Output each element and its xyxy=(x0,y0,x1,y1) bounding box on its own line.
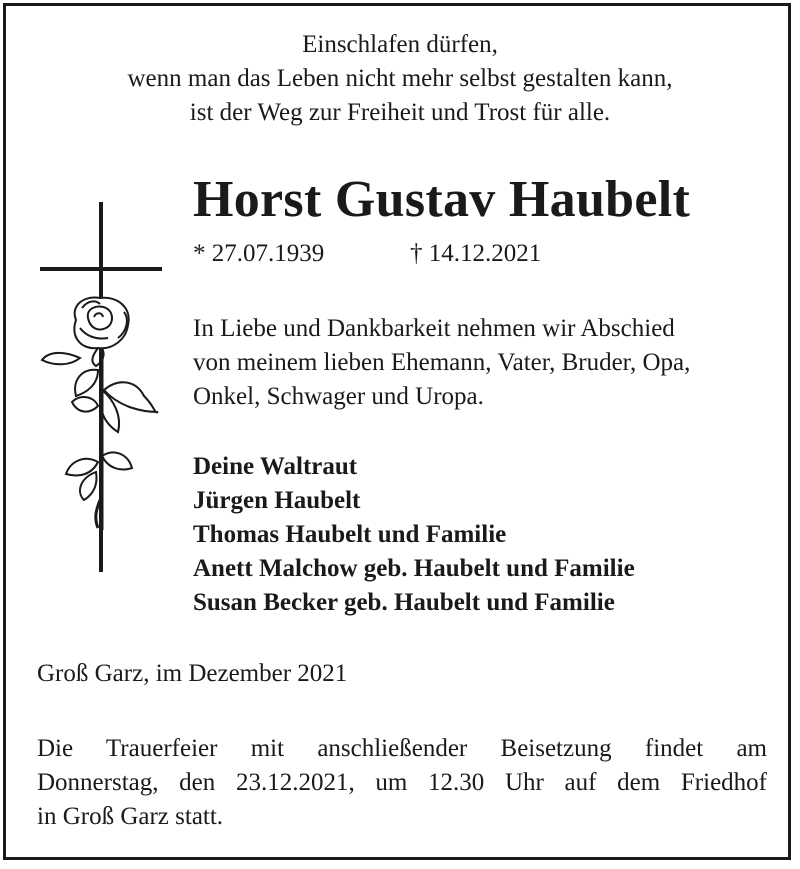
family-member: Deine Waltraut xyxy=(193,453,358,480)
poem xyxy=(0,28,800,130)
birth-date: * 27.07.1939 xyxy=(193,240,325,267)
family-member: Thomas Haubelt und Familie xyxy=(193,521,507,548)
family-member: Jürgen Haubelt xyxy=(193,487,361,514)
poem-line: ist der Weg zur Freiheit und Trost für alle. xyxy=(189,99,611,126)
ceremony-line: Die Trauerfeier mit anschließender Beisetzung findet am xyxy=(37,735,767,762)
ceremony-notice xyxy=(37,732,767,834)
poem-line: wenn man das Leben nicht mehr selbst gestalten kann, xyxy=(127,65,673,92)
poem-line: Einschlafen dürfen, xyxy=(302,31,498,58)
family-list xyxy=(193,450,635,620)
farewell-text xyxy=(193,312,793,414)
farewell-line: von meinem lieben Ehemann, Vater, Bruder, Opa, xyxy=(193,349,691,376)
deceased-name: Horst Gustav Haubelt xyxy=(193,171,691,228)
ceremony-line: Donnerstag, den 23.12.2021, um 12.30 Uhr auf dem Friedhof xyxy=(37,769,767,796)
death-date: † 14.12.2021 xyxy=(410,240,542,267)
life-dates xyxy=(193,240,542,268)
cross-with-rose-icon xyxy=(40,200,165,575)
farewell-line: Onkel, Schwager und Uropa. xyxy=(193,383,484,410)
farewell-line: In Liebe und Dankbarkeit nehmen wir Abschied xyxy=(193,315,675,342)
family-member: Anett Malchow geb. Haubelt und Familie xyxy=(193,555,635,582)
ceremony-line: in Groß Garz statt. xyxy=(37,803,224,830)
family-member: Susan Becker geb. Haubelt und Familie xyxy=(193,589,615,616)
place-date: Groß Garz, im Dezember 2021 xyxy=(37,660,348,687)
